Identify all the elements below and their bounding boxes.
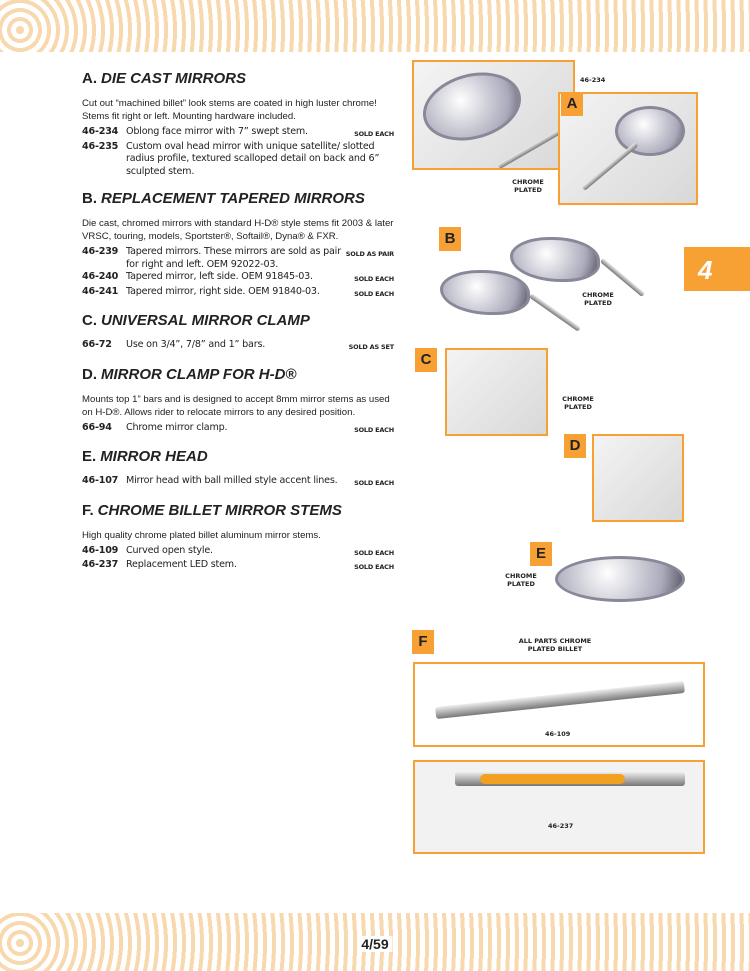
- section-letter: A.: [82, 70, 97, 87]
- part-number: 66-94: [82, 421, 112, 433]
- photo-letter-f: F: [412, 630, 434, 654]
- section-f: [82, 502, 394, 574]
- product-text-column: [82, 70, 394, 586]
- product-description: Replacement LED stem.: [126, 559, 237, 570]
- tapered-mirror-image: [510, 237, 600, 282]
- section-title: DIE CAST MIRRORS: [101, 70, 247, 87]
- photo-letter-b: B: [439, 227, 461, 251]
- curved-stem-image: [435, 681, 685, 719]
- part-number: 66-72: [82, 339, 112, 350]
- section-heading: [82, 502, 394, 519]
- section-d: [82, 366, 394, 437]
- section-letter: F.: [82, 501, 94, 519]
- stem-image: [497, 130, 560, 169]
- chapter-tab: 4: [684, 247, 750, 291]
- part-number: 46-237: [82, 559, 119, 570]
- sold-unit: SOLD EACH: [354, 130, 394, 138]
- product-description: Oblong face mirror with 7” swept stem.: [126, 126, 308, 137]
- part-label-46-109: 46-109: [545, 730, 571, 738]
- caption-a: CHROME PLATED: [512, 178, 544, 194]
- oblong-mirror-image: [415, 62, 528, 151]
- product-item: [82, 339, 394, 354]
- photo-46-237: [413, 760, 705, 854]
- product-description: Use on 3/4”, 7/8” and 1” bars.: [126, 339, 266, 350]
- product-item: [82, 286, 394, 301]
- product-description: Chrome mirror clamp.: [126, 421, 228, 433]
- product-description: Mirror head with ball milled style accent lines.: [126, 475, 338, 486]
- part-number: 46-235: [82, 140, 119, 152]
- sold-unit: SOLD AS SET: [348, 343, 394, 351]
- section-description: High quality chrome plated billet aluminum mirror stems.: [82, 529, 321, 541]
- section-letter: E.: [82, 448, 97, 465]
- part-number: 46-240: [82, 271, 119, 282]
- flame-border-top: [0, 0, 750, 52]
- section-title: MIRROR CLAMP FOR H-D®: [101, 365, 297, 383]
- section-description: Mounts top 1” bars and is designed to accept 8mm mirror stems as used on H-D®. Allows rider to relocate mirrors to any desired position.: [82, 393, 390, 418]
- page-number: 4/59: [357, 936, 392, 952]
- part-number: 46-109: [82, 544, 119, 556]
- section-title: UNIVERSAL MIRROR CLAMP: [101, 312, 310, 329]
- photo-letter-e: E: [530, 542, 552, 566]
- photo-66-72: [445, 348, 548, 436]
- sold-unit: SOLD EACH: [354, 479, 394, 487]
- photo-46-109: [413, 662, 705, 747]
- mirror-head-image: [555, 556, 685, 602]
- tapered-mirror-image: [440, 270, 530, 315]
- amber-led-icon: [480, 774, 625, 784]
- section-letter: B.: [82, 190, 97, 207]
- product-item: [82, 271, 394, 286]
- part-label-46-237: 46-237: [548, 822, 574, 830]
- product-item: [82, 126, 394, 141]
- product-item: [82, 475, 394, 490]
- stem-image: [582, 142, 639, 191]
- photo-46-234: [412, 60, 575, 170]
- product-item: [82, 559, 394, 574]
- section-heading: [82, 366, 394, 383]
- section-title: REPLACEMENT TAPERED MIRRORS: [101, 190, 365, 207]
- photo-letter-c: C: [415, 348, 437, 372]
- product-item: [82, 422, 394, 437]
- caption-e: CHROME PLATED: [505, 572, 537, 588]
- part-number: 46-239: [82, 246, 119, 257]
- section-b: [82, 190, 394, 300]
- stem-image: [529, 293, 581, 332]
- part-number: 46-107: [82, 475, 119, 486]
- sold-unit: SOLD EACH: [354, 548, 394, 557]
- caption-c: CHROME PLATED: [562, 395, 594, 411]
- sold-unit: SOLD EACH: [354, 425, 394, 434]
- photo-66-94: [592, 434, 684, 522]
- product-description: Custom oval head mirror with unique satellite/ slotted radius profile, textured scalloped detail on back and 6” sculpted stem.: [126, 140, 380, 177]
- sold-unit: SOLD EACH: [354, 289, 394, 298]
- section-heading: [82, 448, 394, 465]
- product-item: [82, 545, 394, 560]
- caption-b: CHROME PLATED: [582, 291, 614, 307]
- section-title: CHROME BILLET MIRROR STEMS: [97, 501, 342, 519]
- product-description: Curved open style.: [126, 544, 213, 556]
- section-letter: C.: [82, 312, 97, 329]
- section-description: Die cast, chromed mirrors with standard H-D® style stems fit 2003 & later VRSC, touring, models, Sportster®, Softail®, Dyna® & FXR.: [82, 218, 394, 242]
- section-heading: [82, 70, 394, 87]
- caption-f: ALL PARTS CHROME PLATED BILLET: [518, 637, 592, 653]
- section-description: Cut out “machined billet” look stems are coated in high luster chrome! Stems fit right or left. Mounting hardware included.: [82, 98, 377, 122]
- section-a: [82, 70, 394, 178]
- part-number: 46-241: [82, 285, 119, 297]
- part-label-46-234: 46-234: [580, 76, 606, 84]
- section-c: [82, 312, 394, 354]
- sold-unit: SOLD AS PAIR: [345, 250, 394, 258]
- section-title: MIRROR HEAD: [100, 448, 208, 465]
- product-item: [82, 246, 394, 271]
- product-description: Tapered mirror, right side. OEM 91840-03.: [126, 285, 320, 297]
- sold-unit: SOLD EACH: [354, 563, 394, 571]
- section-heading: [82, 312, 394, 329]
- section-letter: D.: [82, 365, 97, 383]
- photo-letter-d: D: [564, 434, 586, 458]
- part-number: 46-234: [82, 126, 119, 137]
- sold-unit: SOLD EACH: [354, 275, 394, 283]
- product-item: [82, 141, 394, 179]
- product-description: Tapered mirror, left side. OEM 91845-03.: [126, 271, 313, 282]
- section-heading: [82, 190, 394, 207]
- section-e: [82, 448, 394, 490]
- photo-letter-a: A: [561, 92, 583, 116]
- product-description: Tapered mirrors. These mirrors are sold as pair for right and left. OEM 92022-03.: [126, 246, 341, 270]
